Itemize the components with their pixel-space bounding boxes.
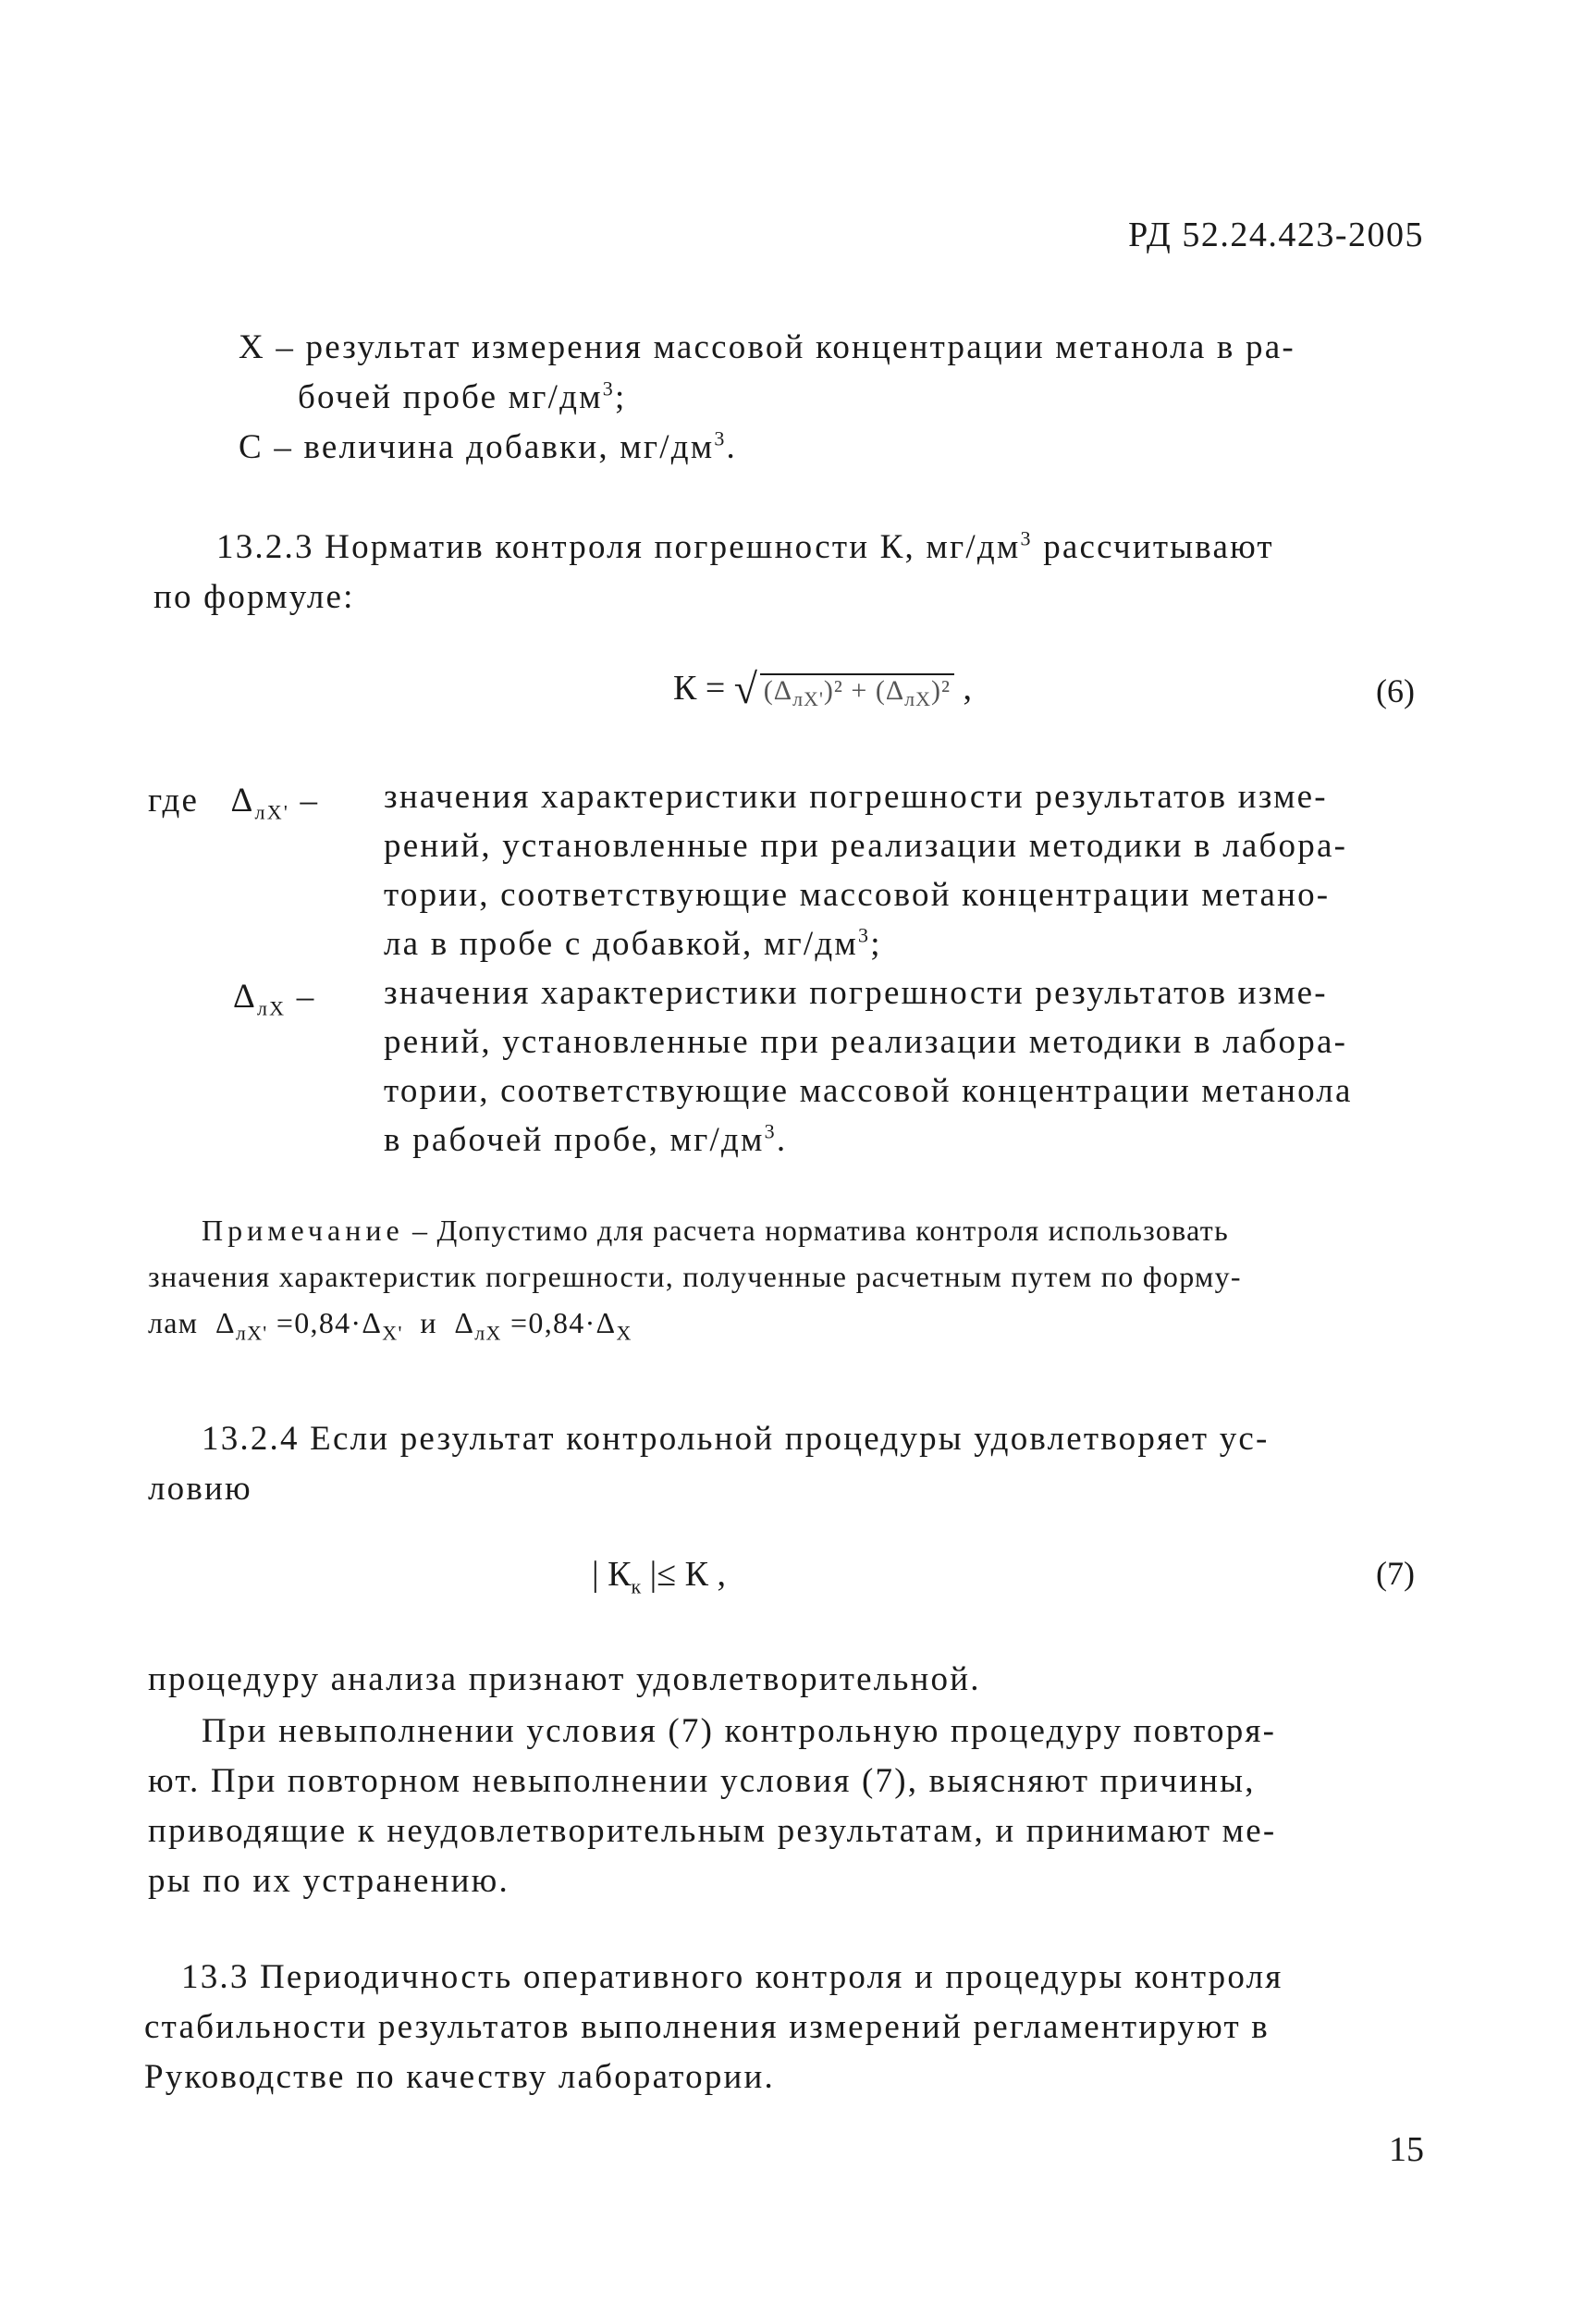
page-number: 15 [1389,2130,1424,2169]
equation-number-7: (7) [1376,1555,1415,1592]
note-line3: лам $\Delta_{лХ'} =0,84\cdot\Delta_{Х'}$ и $\Delta_{лХ} =0,84\cdot\Delta_Х$ [148,1306,632,1345]
section-13-3-line3: Руководстве по качеству лаборатории. [144,2058,775,2096]
note-line1: Примечание – Допустимо для расчета норматива контроля использовать [202,1214,1229,1247]
section-13-3-line2: стабильности результатов выполнения измерений регламентируют в [144,2008,1270,2046]
section-13-2-4-line1: 13.2.4 Если результат контрольной процедуры удовлетворяет ус- [202,1420,1270,1458]
document-code: РД 52.24.423-2005 [1128,216,1424,254]
note-line2: значения характеристик погрешности, полученные расчетным путем по форму- [148,1260,1242,1293]
definition-c: C – величина добавки, $мг/дм^3$. [239,426,737,466]
where-item1-line2: рений, установленные при реализации методики в лабора- [384,827,1348,865]
formula-6: К = √ $(\Delta_{лХ'})^2 + (\Delta_{лХ})^2$ , [673,665,972,712]
where-item2-line1: значения характеристики погрешности результатов изме- [384,974,1328,1012]
definition-x-line1: X – результат измерения массовой концентрации метанола в ра- [239,328,1295,366]
section-13-3-line1: 13.3 Периодичность оперативного контроля и процедуры контроля [181,1958,1283,1996]
radical-sign-icon: √ [733,665,758,712]
repeat-para-line2: ют. При повторном невыполнении условия (7), выясняют причины, [148,1762,1256,1800]
where-item1-line3: тории, соответствующие массовой концентрации метано- [384,876,1331,914]
where-item2-line2: рений, установленные при реализации методики в лабора- [384,1023,1348,1061]
procedure-accepted-text: процедуру анализа признают удовлетворительной. [148,1660,981,1698]
section-13-2-3-line1: 13.2.3 Норматив контроля погрешности К, $мг/дм^3$ рассчитывают [216,526,1274,566]
repeat-para-line3: приводящие к неудовлетворительным результатам, и принимают ме- [148,1812,1277,1850]
where-item2-line3: тории, соответствующие массовой концентрации метанола [384,1072,1353,1110]
definition-x-line2: бочей пробе $мг/дм^3$; [298,376,627,416]
equation-number-6: (6) [1376,672,1415,709]
where-item1-line4: ла в пробе с добавкой, $мг/дм^3$; [384,923,882,963]
formula-7: | $К_к$ |≤ К , [592,1555,726,1598]
section-13-2-4-line2: ловию [148,1470,252,1508]
where-item2-line4: в рабочей пробе, $мг/дм^3$. [384,1119,788,1159]
section-13-2-3-line2: по формуле: [153,578,355,616]
square-root: √ $(\Delta_{лХ'})^2 + (\Delta_{лХ})^2$ [734,668,954,709]
repeat-para-line4: ры по их устранению. [148,1862,509,1900]
note-label: Примечание [202,1214,404,1247]
where-item1-head: где $\Delta_{лХ'}$ – [148,782,320,824]
repeat-para-line1: При невыполнении условия (7) контрольную процедуру повторя- [202,1712,1277,1750]
where-item2-head: $\Delta_{лХ}$ – [233,978,316,1020]
where-item1-line1: значения характеристики погрешности результатов изме- [384,778,1328,816]
